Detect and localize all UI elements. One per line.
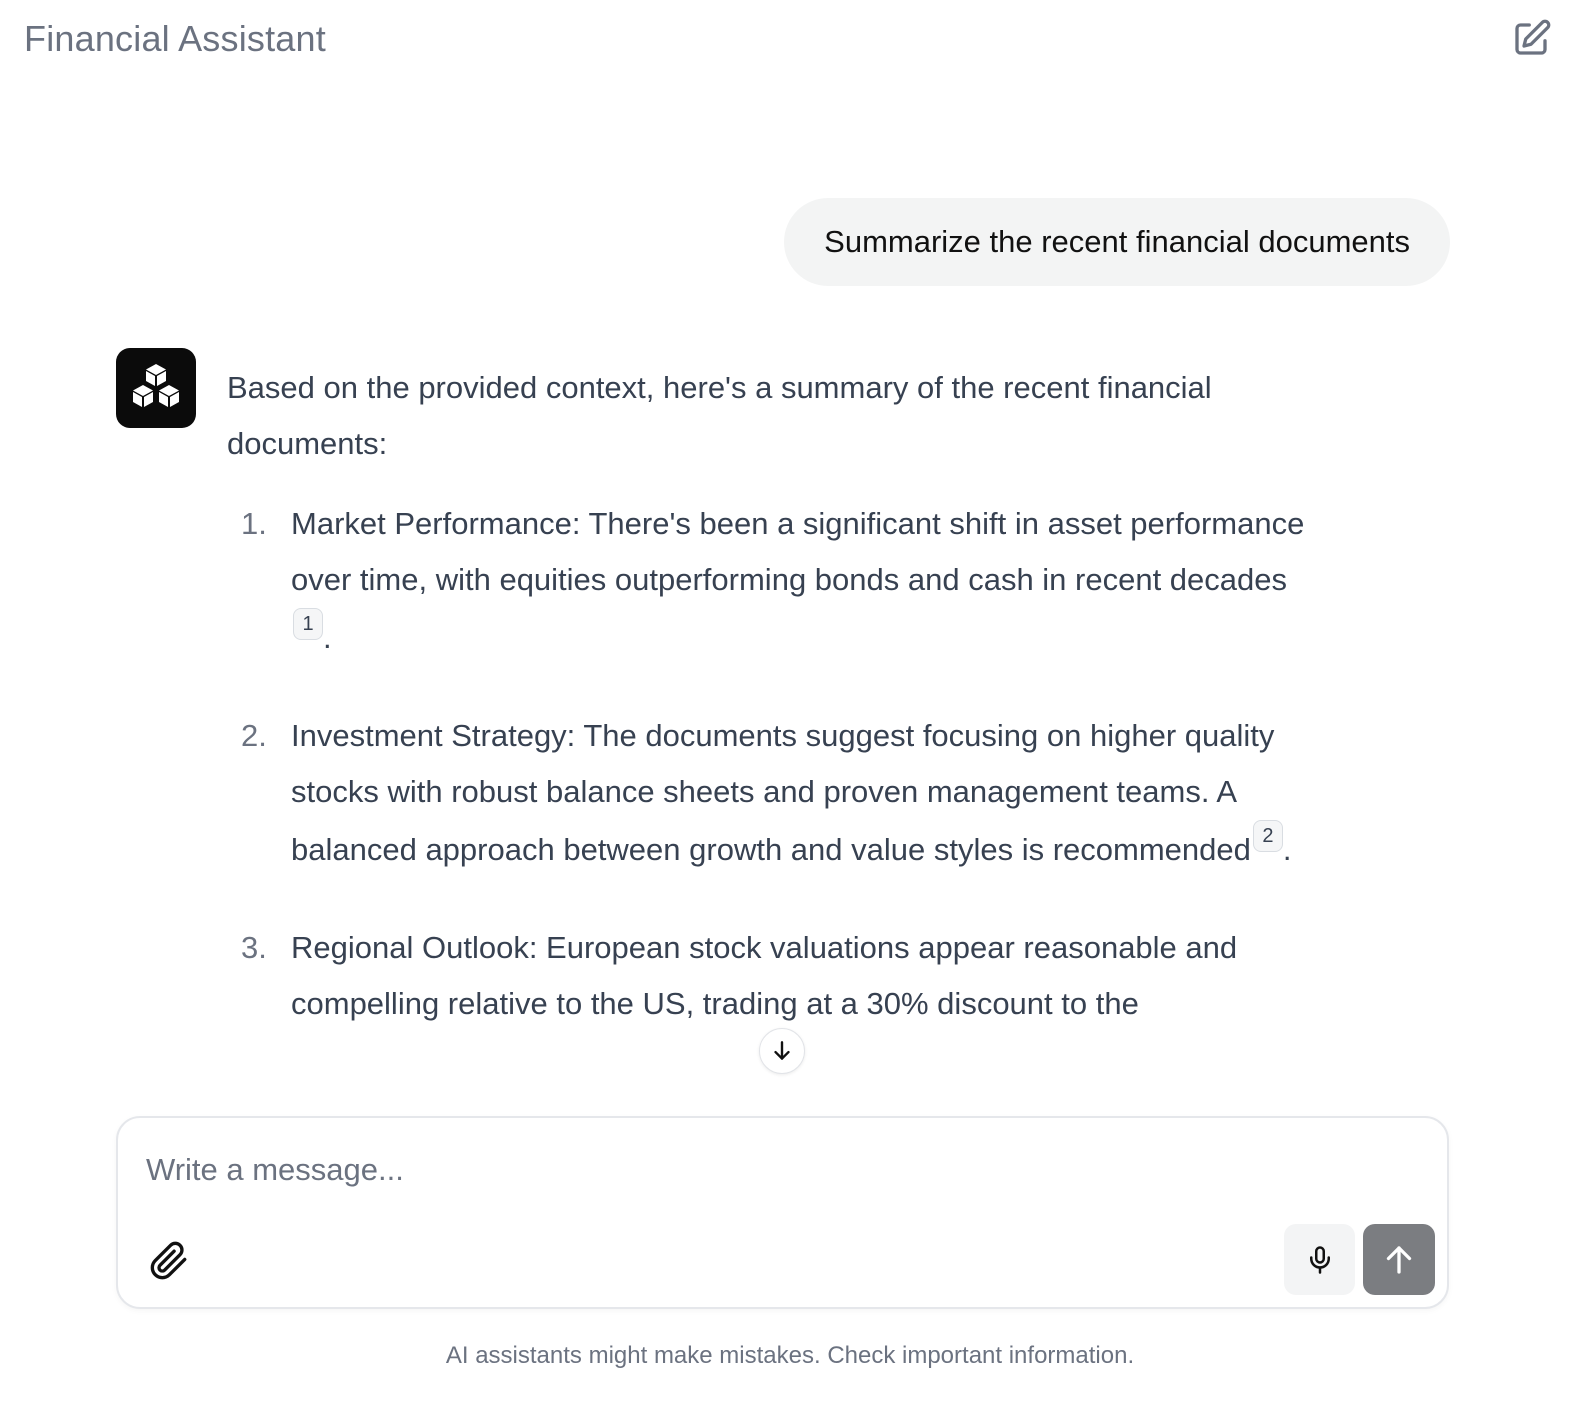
list-item-text: Regional Outlook: European stock valuations appear reasonable and compelling relative to the US, trading at a 30% discount to the — [291, 930, 1238, 1021]
message-composer — [116, 1116, 1449, 1309]
new-chat-button[interactable] — [1508, 16, 1554, 62]
assistant-message — [227, 360, 1307, 1074]
user-message-bubble — [784, 198, 1450, 286]
list-item-number: 1. — [241, 506, 267, 541]
list-item-text: Investment Strategy: The documents suggest focusing on higher quality stocks with robust balance sheets and proven management teams. A balanced approach between growth and value styles is recommended — [291, 718, 1275, 867]
list-item — [227, 920, 1307, 1032]
assistant-intro: Based on the provided context, here's a summary of the recent financial documents: — [227, 370, 1212, 461]
list-item-number: 3. — [241, 930, 267, 965]
list-item — [227, 496, 1307, 666]
assistant-avatar — [116, 348, 196, 428]
message-input[interactable] — [146, 1146, 1406, 1194]
list-item-text: Market Performance: There's been a significant shift in asset performance over time, with equities outperforming bonds and cash in recent decades — [291, 506, 1305, 597]
header — [0, 0, 1580, 80]
microphone-icon — [1305, 1245, 1335, 1275]
list-item-number: 2. — [241, 718, 267, 753]
paperclip-icon — [149, 1241, 189, 1281]
scroll-to-bottom-button[interactable] — [759, 1028, 805, 1074]
list-item-end: . — [1282, 832, 1292, 867]
app-title: Financial Assistant — [24, 18, 326, 59]
answer-list — [227, 496, 1307, 1032]
send-button[interactable] — [1363, 1224, 1435, 1295]
arrow-up-icon — [1381, 1242, 1417, 1278]
list-item-end: . — [323, 620, 332, 655]
conversation — [0, 80, 1580, 1090]
arrow-down-icon — [769, 1038, 795, 1064]
attach-button[interactable] — [144, 1236, 194, 1286]
edit-icon — [1510, 18, 1552, 60]
disclaimer: AI assistants might make mistakes. Check important information. — [445, 1342, 1135, 1369]
list-item — [227, 708, 1307, 878]
citation-badge[interactable]: 2 — [1253, 820, 1283, 852]
citation-badge[interactable]: 1 — [293, 608, 323, 640]
user-message-text: Summarize the recent financial documents — [824, 224, 1410, 259]
cubes-logo-icon — [128, 360, 184, 416]
microphone-button[interactable] — [1284, 1224, 1355, 1295]
